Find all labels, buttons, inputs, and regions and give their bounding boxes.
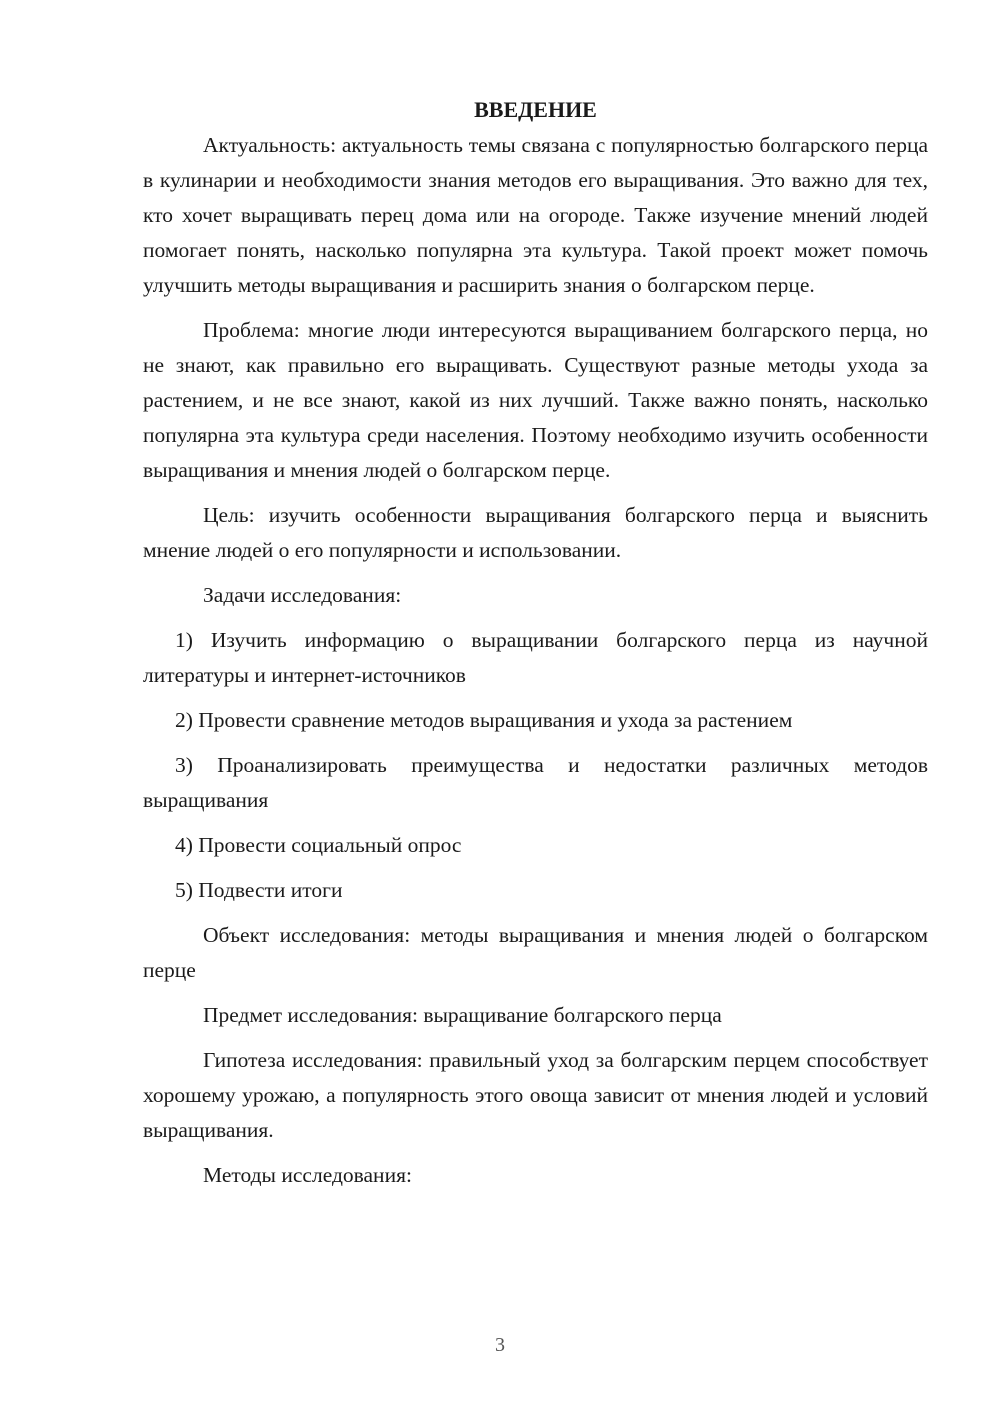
hypothesis-paragraph: Гипотеза исследования: правильный уход за болгарским перцем способствует хорошему урожаю, а популярность этого овоща зависит от мнения людей и условий выращивания. — [143, 1048, 928, 1142]
page-number: 3 — [495, 1334, 505, 1356]
problem-paragraph: Проблема: многие люди интересуются выращиванием болгарского перца, но не знают, как правильно его выращивать. Существуют разные методы ухода за растением, и не все знают, какой из них лучший. Также важно понять, насколько популярна эта культура среди населения. Поэтому необходимо изучить особенности выращивания и мнения людей о болгарском перце. — [143, 318, 928, 482]
task-item: 3) Проанализировать преимущества и недостатки различных методов выращивания — [143, 753, 928, 812]
task-item: 5) Подвести итоги — [175, 878, 343, 902]
subject-paragraph: Предмет исследования: выращивание болгарского перца — [203, 1003, 722, 1027]
task-item: 2) Провести сравнение методов выращивания и ухода за растением — [175, 708, 793, 732]
tasks-heading: Задачи исследования: — [203, 583, 402, 607]
methods-heading: Методы исследования: — [203, 1163, 412, 1187]
section-title: ВВЕДЕНИЕ — [474, 97, 597, 122]
goal-paragraph: Цель: изучить особенности выращивания болгарского перца и выяснить мнение людей о его популярности и использовании. — [143, 503, 928, 562]
task-item: 4) Провести социальный опрос — [175, 833, 462, 857]
document-page — [143, 92, 928, 1203]
object-paragraph: Объект исследования: методы выращивания и мнения людей о болгарском перце — [143, 923, 928, 982]
task-item: 1) Изучить информацию о выращивании болгарского перца из научной литературы и интернет-источников — [143, 628, 928, 687]
tasks-list — [143, 623, 928, 908]
relevance-paragraph: Актуальность: актуальность темы связана с популярностью болгарского перца в кулинарии и необходимости знания методов его выращивания. Это важно для тех, кто хочет выращивать перец дома или на огороде. Также изучение мнений людей помогает понять, насколько популярна эта культура. Такой проект может помочь улучшить методы выращивания и расширить знания о болгарском перце. — [143, 133, 928, 297]
